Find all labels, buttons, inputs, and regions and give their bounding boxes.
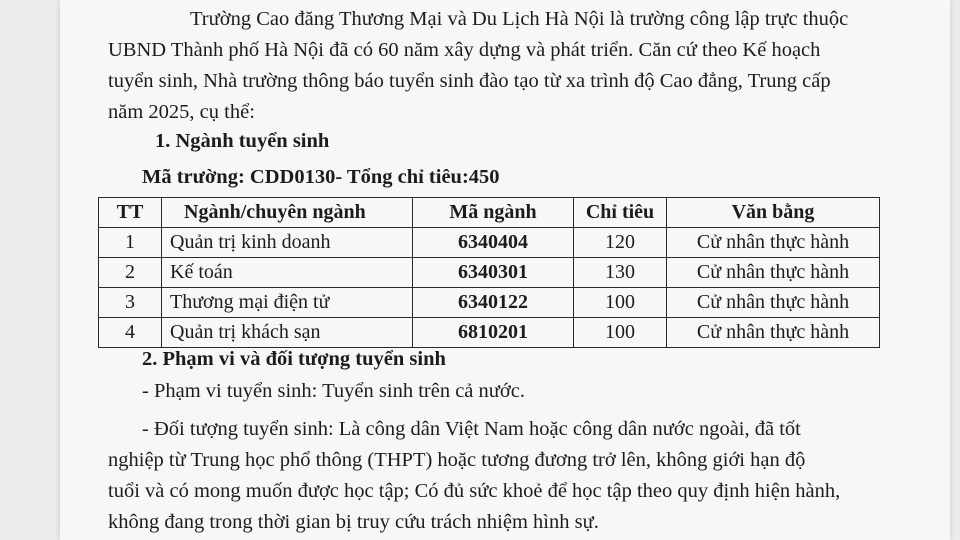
target-line: - Đối tượng tuyển sinh: Là công dân Việt Nam hoặc công dân nước ngoài, đã tốt [142,418,801,440]
cell-degree: Cử nhân thực hành [667,258,880,288]
cell-major: Quản trị khách sạn [162,318,413,348]
cell-major: Thương mại điện tử [162,288,413,318]
intro-paragraph [108,4,888,128]
scope-text: - Phạm vi tuyển sinh: Tuyển sinh trên cả nước. [142,380,525,402]
target-line: tuổi và có mong muốn được học tập; Có đủ sức khoẻ để học tập theo quy định hiện hành, [108,480,841,502]
cell-degree: Cử nhân thực hành [667,288,880,318]
intro-line: tuyển sinh, Nhà trường thông báo tuyển sinh đào tạo từ xa trình độ Cao đẳng, Trung cấp [108,70,831,92]
cell-tt: 4 [99,318,162,348]
cell-quota: 120 [574,228,667,258]
intro-line: Trường Cao đăng Thương Mại và Du Lịch Hà Nội là trường công lập trực thuộc [190,8,849,30]
cell-quota: 100 [574,288,667,318]
cell-degree: Cử nhân thực hành [667,228,880,258]
cell-quota: 130 [574,258,667,288]
header-quota: Chỉ tiêu [574,198,667,228]
document-page [60,0,950,540]
majors-table [98,197,880,348]
cell-tt: 2 [99,258,162,288]
cell-tt: 3 [99,288,162,318]
table-row [99,318,880,348]
intro-line: năm 2025, cụ thể: [108,101,255,123]
cell-major: Quản trị kinh doanh [162,228,413,258]
target-line: nghiệp từ Trung học phổ thông (THPT) hoặc tương đương trở lên, không giới hạn độ [108,449,806,471]
intro-line: UBND Thành phố Hà Nội đã có 60 năm xây dựng và phát triển. Căn cứ theo Kế hoạch [108,39,821,61]
cell-code: 6340122 [413,288,574,318]
table-row [99,228,880,258]
cell-code: 6340404 [413,228,574,258]
target-paragraph [108,414,908,538]
cell-quota: 100 [574,318,667,348]
school-code-heading: Mã trường: CDD0130- Tổng chỉ tiêu:450 [142,166,500,188]
cell-degree: Cử nhân thực hành [667,318,880,348]
cell-code: 6810201 [413,318,574,348]
header-degree: Văn bằng [667,198,880,228]
header-tt: TT [99,198,162,228]
header-major: Ngành/chuyên ngành [162,198,413,228]
cell-tt: 1 [99,228,162,258]
table-header-row [99,198,880,228]
target-line: không đang trong thời gian bị truy cứu trách nhiệm hình sự. [108,511,599,533]
cell-code: 6340301 [413,258,574,288]
section-2-heading: 2. Phạm vi và đối tượng tuyển sinh [142,348,446,370]
cell-major: Kế toán [162,258,413,288]
header-code: Mã ngành [413,198,574,228]
table-row [99,258,880,288]
section-1-heading: 1. Ngành tuyển sinh [155,130,330,152]
table-row [99,288,880,318]
